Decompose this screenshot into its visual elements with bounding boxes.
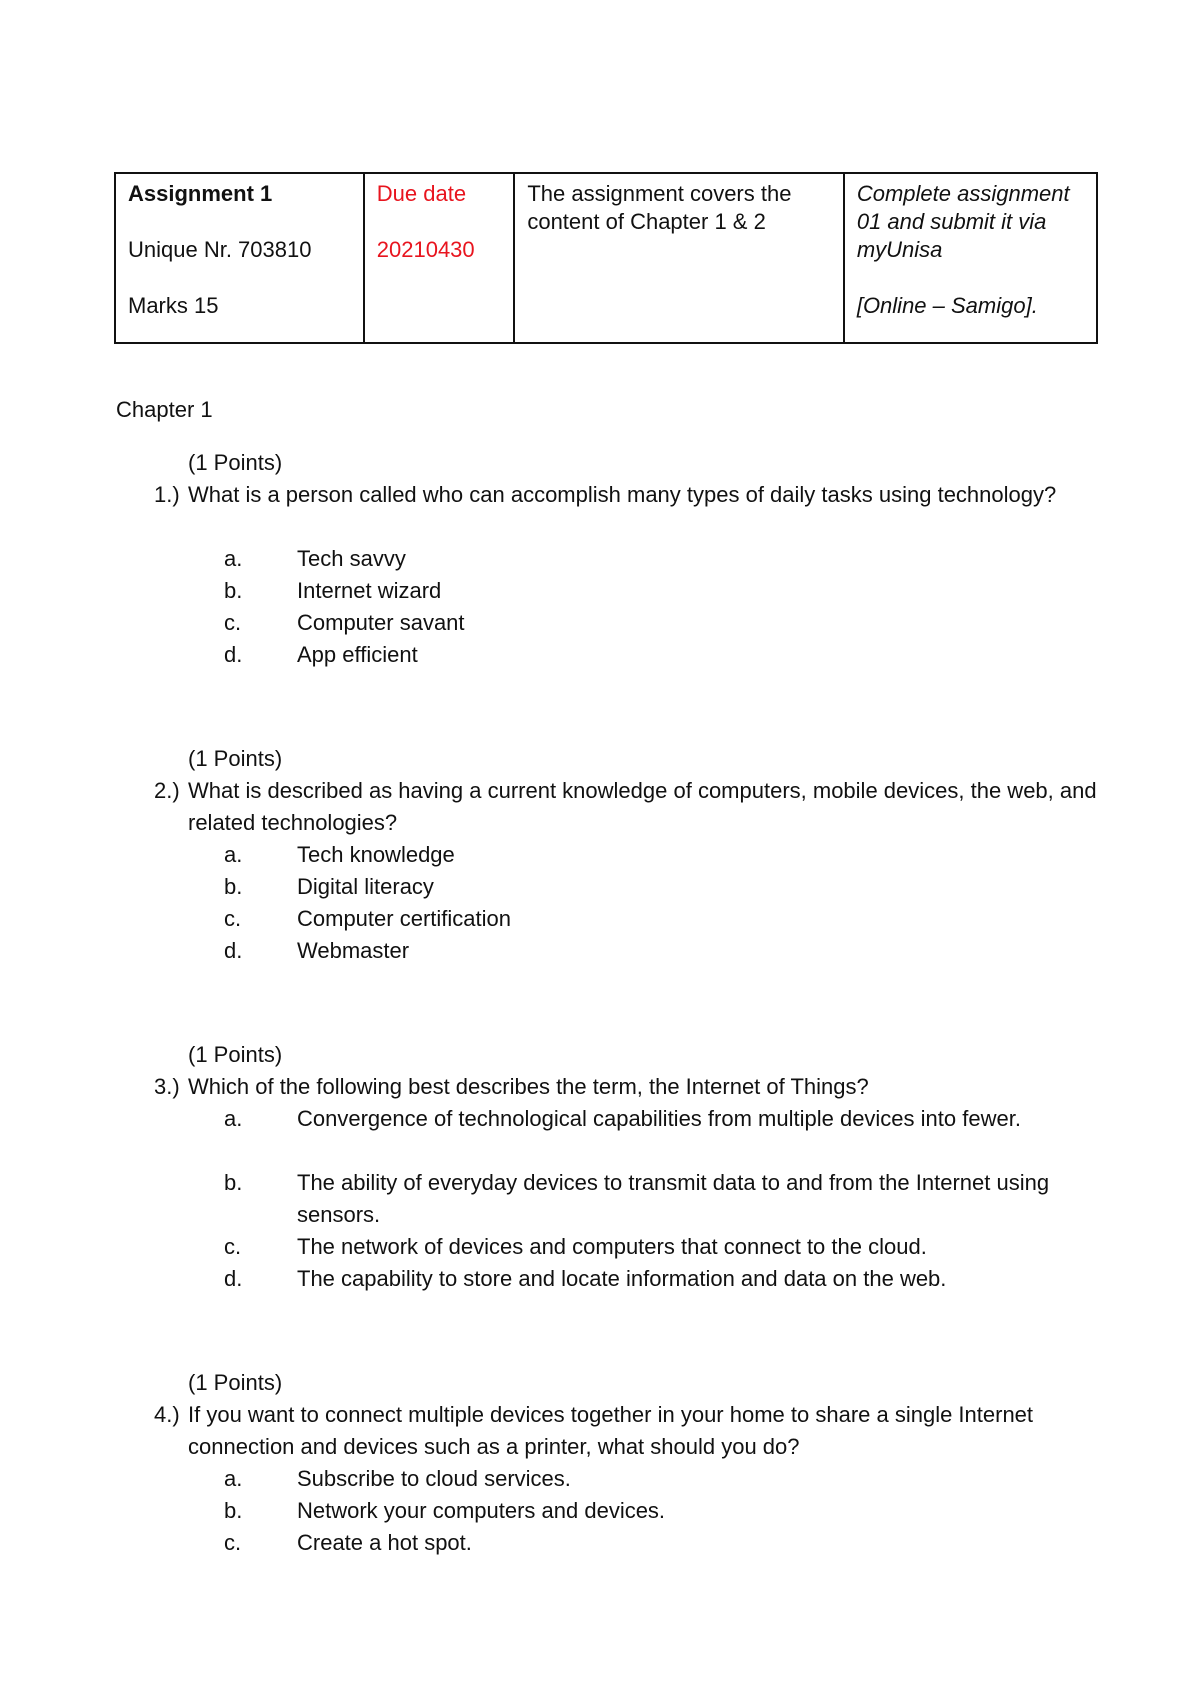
question-number: 1.) (154, 482, 180, 507)
question-points: (1 Points) (188, 1042, 283, 1067)
option-letter: b. (224, 874, 243, 899)
option-text: Convergence of technological capabilities from multiple devices into fewer. (297, 1106, 1021, 1131)
question-text: Which of the following best describes the term, the Internet of Things? (188, 1074, 869, 1099)
option-text: Internet wizard (297, 578, 442, 603)
assignment-title: Assignment 1 (128, 181, 273, 206)
question-text: What is a person called who can accomplish many types of daily tasks using technology? (188, 482, 1057, 507)
question-text: If you want to connect multiple devices together in your home to share a single Internet connection and devices such as a printer, what should you do? (188, 1402, 1034, 1459)
option-letter: a. (224, 842, 243, 867)
option-letter: c. (224, 610, 242, 635)
option-text: The ability of everyday devices to transmit data to and from the Internet using sensors. (297, 1170, 1050, 1227)
option-text: Tech savvy (297, 546, 406, 571)
option-text: The network of devices and computers that connect to the cloud. (297, 1234, 927, 1259)
option-text: App efficient (297, 642, 418, 667)
option-text: Create a hot spot. (297, 1530, 472, 1555)
option-letter: b. (224, 1170, 243, 1195)
option-letter: c. (224, 1530, 242, 1555)
question-number: 3.) (154, 1074, 180, 1099)
question-number: 4.) (154, 1402, 180, 1427)
due-date-value: 20210430 (376, 237, 475, 262)
option-letter: a. (224, 546, 243, 571)
coverage-cell (514, 173, 844, 343)
option-letter: d. (224, 1266, 243, 1291)
question-text: What is described as having a current knowledge of computers, mobile devices, the web, and related technologies? (188, 778, 1097, 835)
option-letter: a. (224, 1466, 243, 1491)
option-letter: c. (224, 906, 242, 931)
chapter-title: Chapter 1 (116, 397, 213, 422)
assignment-info-cell (115, 173, 364, 343)
platform-text: [Online – Samigo]. (856, 293, 1038, 318)
option-letter: b. (224, 578, 243, 603)
instruction-text: Complete assignment 01 and submit it via myUnisa (856, 181, 1070, 262)
due-date-cell (364, 173, 515, 343)
option-text: Digital literacy (297, 874, 434, 899)
option-letter: a. (224, 1106, 243, 1131)
due-date-label: Due date (376, 181, 467, 206)
question-number: 2.) (154, 778, 180, 803)
option-text: Webmaster (297, 938, 410, 963)
option-letter: d. (224, 642, 243, 667)
option-text: Tech knowledge (297, 842, 455, 867)
option-letter: b. (224, 1498, 243, 1523)
option-letter: d. (224, 938, 243, 963)
unique-number: Unique Nr. 703810 (128, 237, 312, 262)
option-text: Computer savant (297, 610, 465, 635)
option-text: Computer certification (297, 906, 511, 931)
assignment-header-table (114, 172, 1098, 344)
marks: Marks 15 (128, 293, 219, 318)
coverage-text: The assignment covers the content of Chapter 1 & 2 (527, 181, 792, 234)
option-text: The capability to store and locate information and data on the web. (297, 1266, 947, 1291)
option-text: Subscribe to cloud services. (297, 1466, 571, 1491)
option-letter: c. (224, 1234, 242, 1259)
question-points: (1 Points) (188, 746, 283, 771)
option-text: Network your computers and devices. (297, 1498, 666, 1523)
instruction-cell (844, 173, 1097, 343)
question-points: (1 Points) (188, 1370, 283, 1395)
question-points: (1 Points) (188, 450, 283, 475)
